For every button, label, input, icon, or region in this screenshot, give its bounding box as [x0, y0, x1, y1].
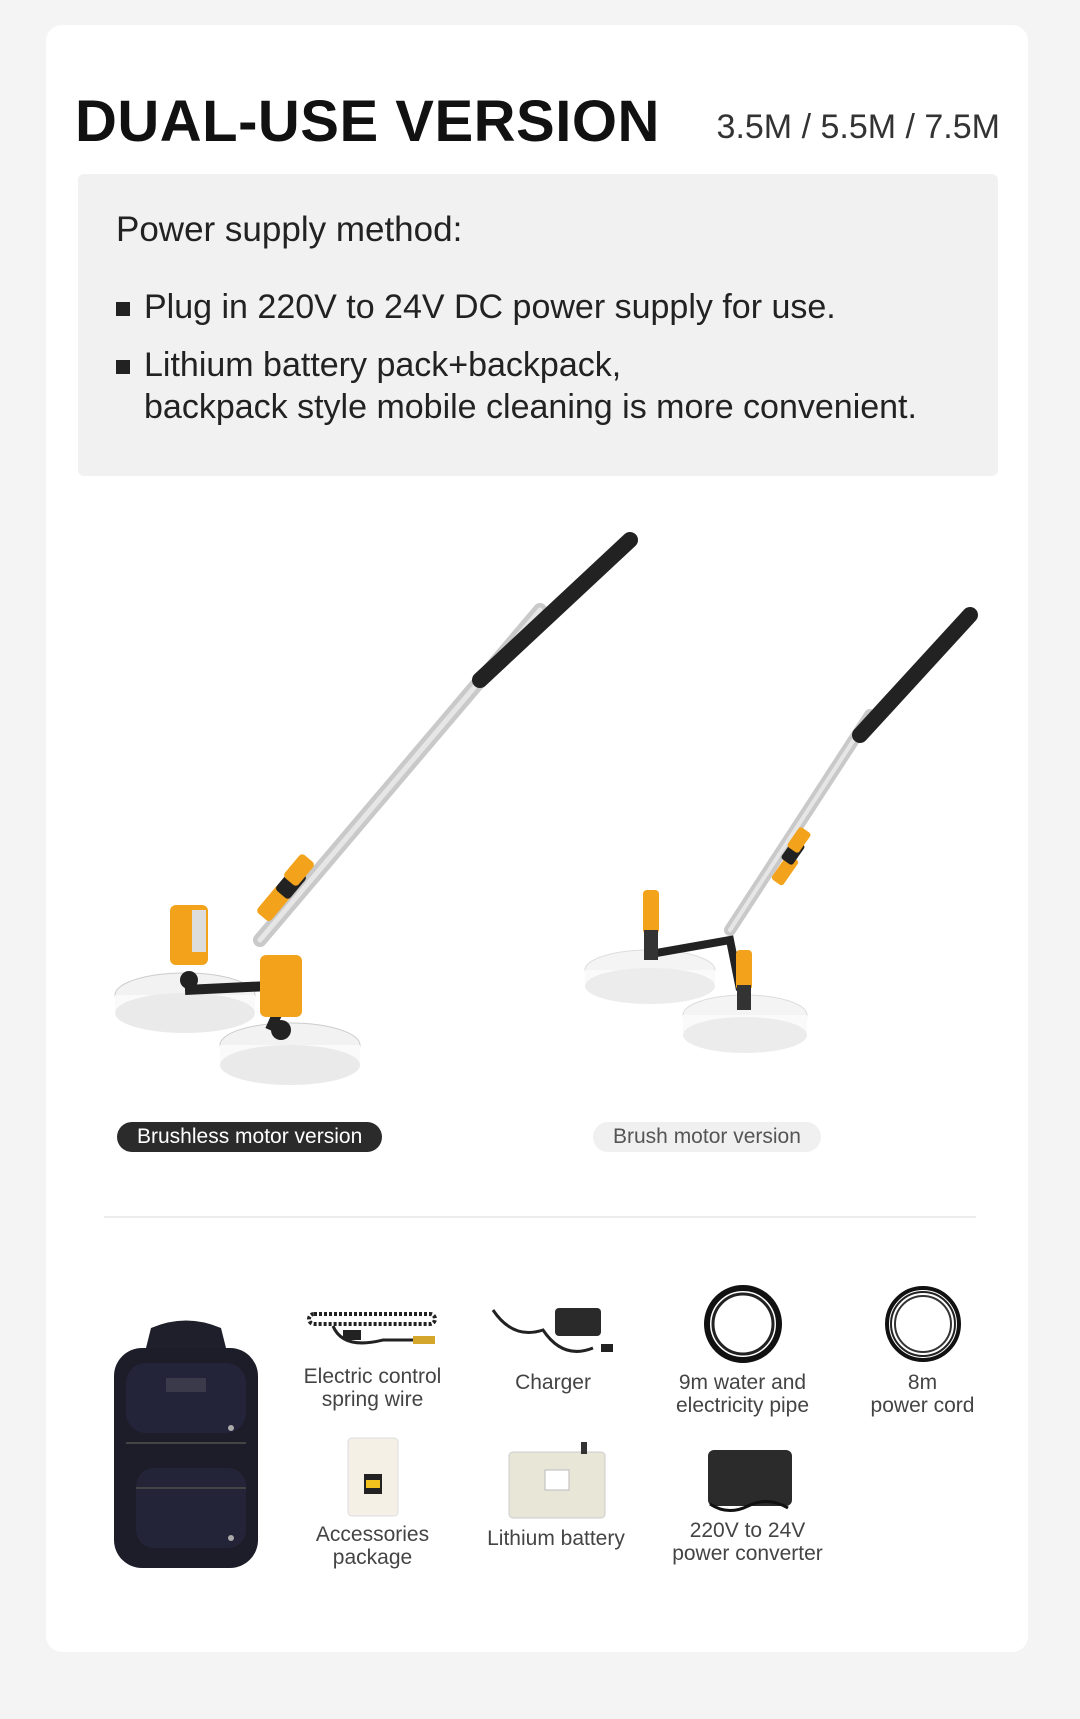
- power-cord-coil-icon: [878, 1282, 968, 1366]
- power-supply-item-text-2: backpack style mobile cleaning is more convenient.: [144, 388, 917, 426]
- accessory-item: [660, 1446, 835, 1565]
- accessory-label: Charger: [515, 1371, 591, 1394]
- accessory-label: 8m power cord: [870, 1371, 975, 1417]
- spring-wire-icon: [303, 1300, 443, 1360]
- accessory-label: Lithium battery: [487, 1527, 625, 1550]
- accessory-item: [660, 1282, 825, 1417]
- accessory-item: [476, 1440, 636, 1550]
- length-options: 3.5M / 5.5M / 7.5M: [716, 108, 1000, 146]
- power-supply-item-text: Lithium battery pack+backpack,: [144, 346, 622, 384]
- bullet-square-icon: [116, 360, 130, 374]
- accessory-label: Electric control spring wire: [303, 1365, 442, 1411]
- brush-version-tag: Brush motor version: [593, 1122, 821, 1152]
- power-converter-icon: [698, 1446, 798, 1514]
- accessory-label: Accessories package: [315, 1523, 430, 1569]
- power-supply-item: [116, 286, 917, 328]
- product-illustration: [90, 510, 1010, 1090]
- power-supply-heading: Power supply method:: [116, 210, 463, 249]
- bullet-square-icon: [116, 302, 130, 316]
- backpack-image: [96, 1318, 276, 1578]
- accessory-item: [850, 1282, 995, 1417]
- accessory-label: 220V to 24V power converter: [672, 1519, 823, 1565]
- power-supply-list: [116, 286, 917, 444]
- power-supply-item: [116, 344, 917, 428]
- accessory-item: [285, 1300, 460, 1411]
- accessory-label: 9m water and electricity pipe: [675, 1371, 810, 1417]
- power-supply-panel: [78, 174, 998, 476]
- page-title: DUAL-USE VERSION: [75, 89, 660, 154]
- accessory-item: [300, 1436, 445, 1569]
- accessory-item: [468, 1300, 638, 1394]
- brushless-version-tag: Brushless motor version: [117, 1122, 382, 1152]
- accessories-bag-icon: [338, 1436, 408, 1518]
- brushless-cleaner-image: [115, 540, 630, 1085]
- lithium-battery-icon: [501, 1440, 611, 1522]
- power-supply-item-text: Plug in 220V to 24V DC power supply for use.: [144, 288, 836, 326]
- section-divider: [104, 1216, 976, 1218]
- pipe-coil-icon: [698, 1282, 788, 1366]
- brush-cleaner-image: [585, 615, 970, 1053]
- charger-icon: [483, 1300, 623, 1366]
